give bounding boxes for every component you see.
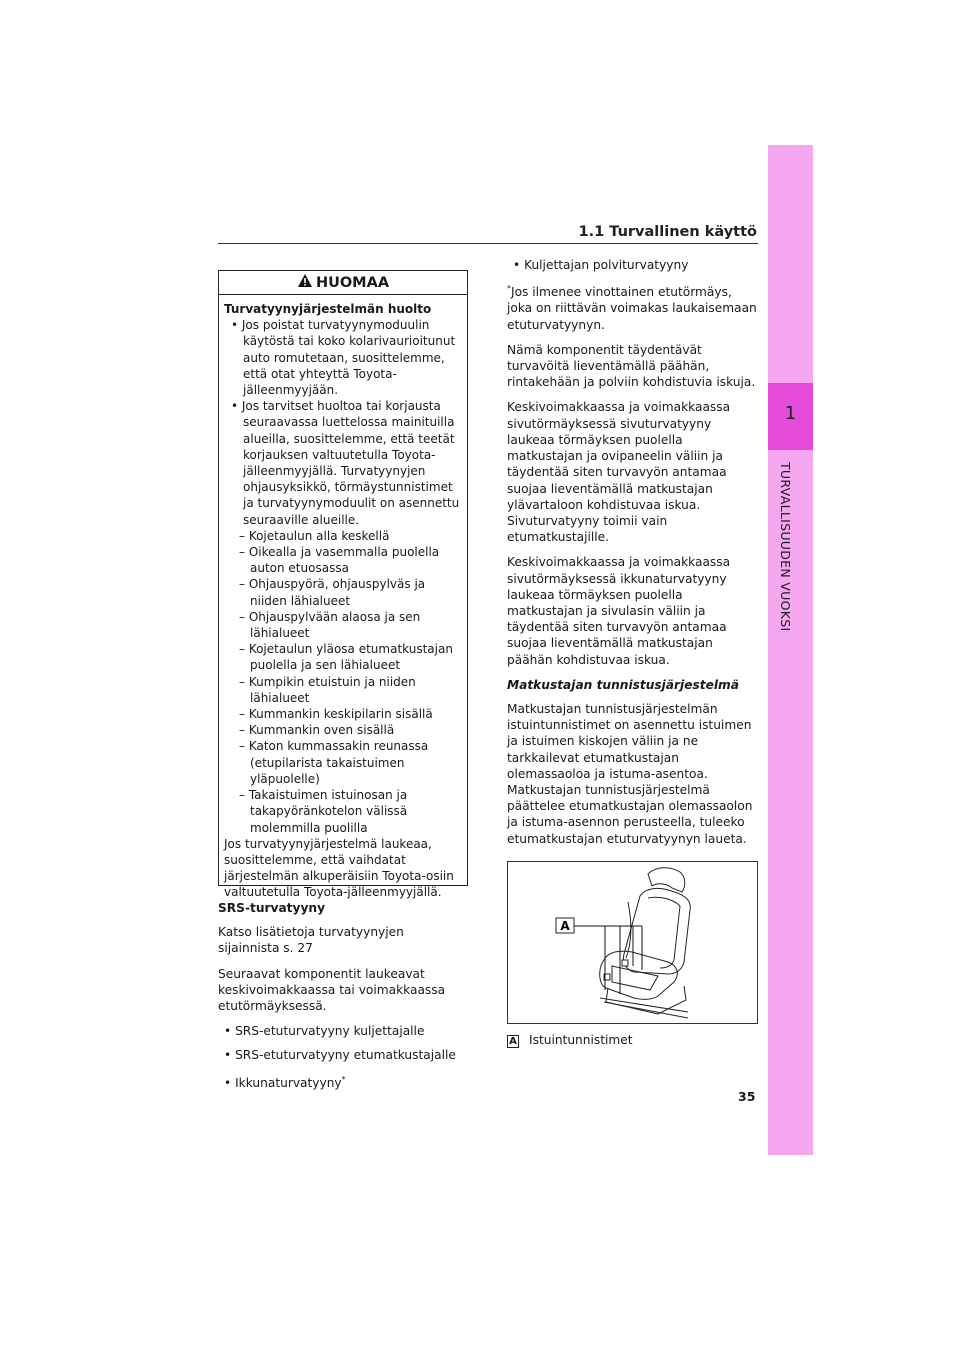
figure-label: A [560,919,570,933]
warning-closing: Jos turvatyynyjärjestelmä laukeaa, suosittelemme, että vaihdatat järjestelmän alkuperäisiin Toyota-osiin valtuutetulla Toyota-jälleenmyyjällä. [224,836,454,900]
warning-bullet: • Jos poistat turvatyynymoduulin käytöstä tai koko kolarivaurioitunut auto romutetaan, suosittelemme, että otat yhteyttä Toyota-jälleenmyyjään. [231,318,456,398]
list-item: • SRS-etuturvatyyny kuljettajalle [224,1024,425,1039]
section-title: 1.1 Turvallinen käyttö [578,224,757,240]
seat-illustration [508,862,757,1023]
warning-header [219,271,467,295]
footnote [507,281,759,333]
seat-sensor-figure [507,861,758,1024]
chapter-title: TURVALLISUUDEN VUOKSI [778,462,793,632]
paragraph: Nämä komponentit täydentävät turvavöitä lieventämällä päähän, rintakehään ja polviin kohdistuvia iskuja. [507,342,756,390]
figure-caption [507,1033,633,1048]
chapter-sidebar [768,145,813,1155]
warning-dash-item: – Katon kummassakin reunassa (etupilarista takaistuimen yläpuolelle) [239,739,429,786]
warning-dash-item: – Kummankin keskipilarin sisällä [239,707,433,722]
warning-subtitle: Turvatyynyjärjestelmän huolto [224,302,432,316]
list-item [218,1072,468,1091]
footnote-marker: * [507,284,511,294]
srs-heading: SRS-turvatyyny [218,901,326,915]
warning-dash-item: – Ohjauspylvään alaosa ja sen lähialueet [239,609,421,641]
warning-title: HUOMAA [315,274,390,291]
warning-dash-item: – Ohjauspyörä, ohjauspylväs ja niiden lähialueet [239,577,426,608]
paragraph: Seuraavat komponentit laukeavat keskivoimakkaassa tai voimakkaassa etutörmäyksessä. [218,966,446,1014]
warning-dash-item: – Kojetaulun yläosa etumatkustajan puolella ja sen lähialueet [239,642,453,673]
chapter-number: 1 [784,403,797,424]
occupant-detection-heading: Matkustajan tunnistusjärjestelmä [507,677,739,692]
warning-dash-item: – Kojetaulun alla keskellä [239,528,390,543]
list-item-text: • Ikkunaturvatyyny [224,1075,342,1090]
warning-dash-item: – Kummankin oven sisällä [239,723,395,738]
page-number: 35 [738,1089,756,1104]
right-column [507,257,759,856]
warning-box [218,270,468,900]
warning-dash-item: – Takaistuimen istuinosan ja takapyöränkotelon välissä molemmilla puolilla [239,788,408,835]
paragraph: Keskivoimakkaassa ja voimakkaassa sivutörmäyksessä sivuturvatyyny laukeaa törmäyksen puolella matkustajan ja ovipaneelin väliin ja täydentää siten turvavyön antamaa suojaa lieventämällä matkustajan ylävartaloon kohdistuvaa iskua. Sivuturvatyyny toimii vain etumatkustajille. [507,400,731,545]
warning-triangle-icon [297,273,313,292]
caption-tag: A [507,1035,519,1048]
header-divider [218,243,758,244]
paragraph: Matkustajan tunnistusjärjestelmän istuintunnistimet on asennettu istuimen ja istuimen kiskojen väliin ja ne tarkkailevat etumatkustajan olemassaoloa ja istuma-asentoa. Matkustajan tunnistusjärjestelmä päättelee etumatkustajan olemassaolon ja istuma-asennon perusteella, tuleeko etumatkustajan etuturvatyynyn laueta. [507,701,753,846]
list-item: • SRS-etuturvatyyny etumatkustajalle [224,1048,456,1063]
paragraph: Katso lisätietoja turvatyynyjen sijainnista s. 27 [218,925,404,956]
warning-dash-item: – Kumpikin etuistuin ja niiden lähialueet [239,674,416,705]
warning-bullet: • Jos tarvitset huoltoa tai korjausta seuraavassa luettelossa mainituilla alueilla, suosittelemme, että teetät korjauksen valtuutetulla Toyota-jälleenmyyjällä. Turvatyynyjen ohjausyksikkö, törmäystunnistimet ja turvatyynymoduulit on asennettu seuraaville alueille. [231,399,460,527]
list-item: • Kuljettajan polviturvatyyny [513,258,689,272]
left-column [218,900,468,1099]
caption-text: Istuintunnistimet [529,1033,633,1047]
footnote-text: Jos ilmenee vinottainen etutörmäys, joka on riittävän voimakas laukaisemaan etuturvatyynyn. [507,285,757,332]
footnote-marker: * [341,1074,346,1084]
paragraph: Keskivoimakkaassa ja voimakkaassa sivutörmäyksessä ikkunaturvatyyny laukeaa törmäyksen puolella matkustajan ja sivulasin väliin ja täydentää siten turvavyön antamaa suojaa lieventämällä matkustajan päähän kohdistuvaa iskua. [507,555,731,667]
warning-dash-item: – Oikealla ja vasemmalla puolella auton etuosassa [239,545,440,576]
